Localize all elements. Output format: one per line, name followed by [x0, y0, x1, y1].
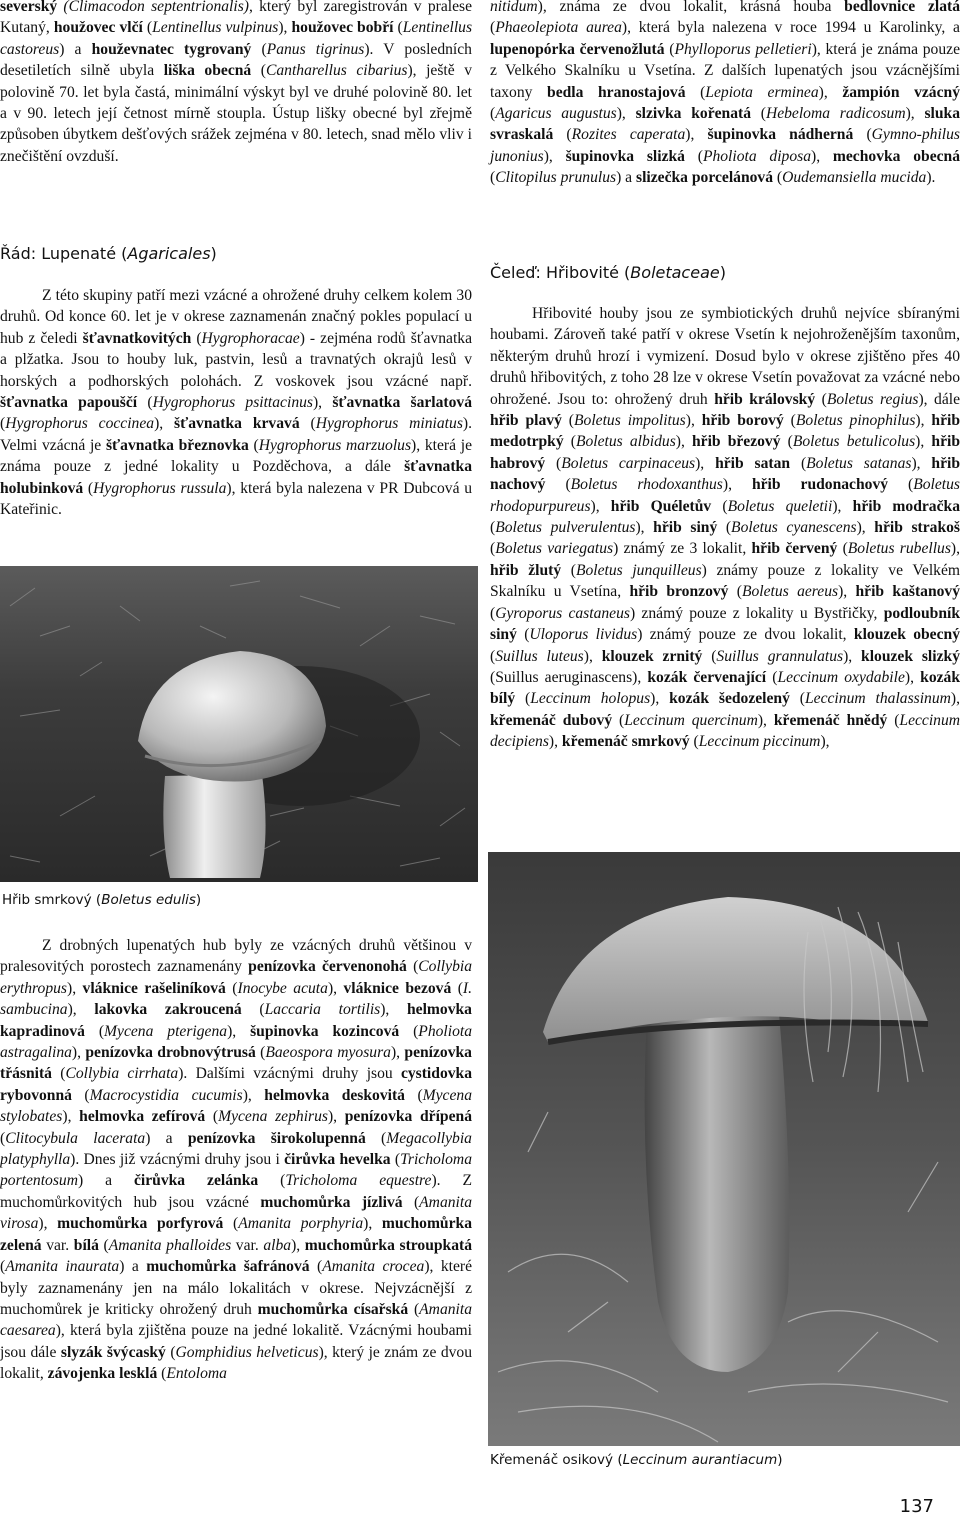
- col1-bottom-text: Z drobných lupenatých hub byly ze vzácných druhů většinou v pralesovitých porostech zaznamenány penízovka červenonohá (Collybia erythropus), vláknice rašeliníková (Inocybe acuta), vláknice bezová (I. sambucina), lakovka zakroucená (Laccaria tortilis), helmovka kapradinová (Mycena pterigena), šupinovka kozincová (Pholiota astragalina), penízovka drobnovýtrusá (Baeospora myosura), penízovka třásnitá (Collybia cirrhata). Dalšími vzácnými druhy jsou cystidovka rybovonná (Macrocystidia cucumis), helmovka deskovitá (Mycena stylobates), helmovka zefírová (Mycena zephirus), penízovka dřípená (Clitocybula lacerata) a penízovka širokolupenná (Megacollybia platyphylla). Dnes již vzácnými druhy jsou i čirůvka hevelka (Tricholoma portentosum) a čirůvka zelánka (Tricholoma equestre). Z muchomůrkovitých hub jsou vzácné muchomůrka jízlivá (Amanita virosa), muchomůrka porfyrová (Amanita porphyria), muchomůrka zelená var. bílá (Amanita phalloides var. alba), muchomůrka stroupkatá (Amanita inaurata) a muchomůrka šafránová (Amanita crocea), které byly zaznamenány jen na málo lokalitách v okrese. Nejvzácnější z muchomůrek je kriticky ohrožený druh muchomůrka císařská (Amanita caesarea), která byla zjištěna pouze na jedné lokalitě. Vzácnými houbami jsou dále slyzák švýcaský (Gomphidius helveticus), který je znám ze dvou lokalit, závojenka lesklá (Entoloma: [0, 937, 473, 1383]
- page-number: 137: [899, 1496, 934, 1517]
- mushroom-photo-2: [488, 852, 960, 1446]
- mushroom-photo-1: [0, 566, 478, 882]
- col1-agaricales-text: Z této skupiny patří mezi vzácné a ohrožené druhy celkem kolem 30 druhů. Od konce 60. let je v okrese zaznamenán značný pokles populací u hub z čeledi šťavnatkovitých (Hygrophoracae) - zejména rodů šťavnatka a plžatka. Jsou to houby luk, pastvin, lesů a travnatých okrajů lesů v horských a podhorských polohách. Z voskovek jsou vzácné např. šťavnatka papouščí (Hygrophorus psittacinus), šťavnatka šarlatová (Hygrophorus coccinea), šťavnatka krvavá (Hygrophorus miniatus). Velmi vzácná je šťavnatka březnovka (Hygrophorus marzuolus), která je známa pouze z jedné lokality u Pozděchova, a dále šťavnatka holubinková (Hygrophorus russula), která byla nalezena v PR Dubcová u Kateřinic.: [0, 287, 473, 519]
- col2-boletaceae-text: Hřibovité houby jsou ze symbiotických druhů nejvíce sbíranými houbami. Zároveň také patří v okrese Vsetín k nejohroženějším taxonům, některým druhů hrozí i vymizení. Dosud bylo v okrese zjištěno přes 40 druhů hřibovitých, z toho 28 lze v okrese Vsetín považovat za vzácné nebo ohrožené. Jsou to: ohrožený druh hřib královský (Boletus regius), dále hřib plavý (Boletus impolitus), hřib borový (Boletus pinophilus), hřib medotrpký (Boletus albidus), hřib březový (Boletus betulicolus), hřib habrový (Boletus carpinaceus), hřib satan (Boletus satanas), hřib nachový (Boletus rhodoxanthus), hřib rudonachový (Boletus rhodopurpureus), hřib Quéletův (Boletus queletii), hřib modračka (Boletus pulverulentus), hřib siný (Boletus cyanescens), hřib strakoš (Boletus variegatus) známý ze 3 lokalit, hřib červený (Boletus rubellus), hřib žlutý (Boletus junquilleus) známy pouze z lokality ve Velkém Skalníku u Vsetína, hřib bronzový (Boletus aereus), hřib kaštanový (Gyroporus castaneus) známý pouze z lokality u Bystřičky, podloubník siný (Uloporus lividus) známý pouze ze dvou lokalit, klouzek obecný (Suillus luteus), klouzek zrnitý (Suillus grannulatus), klouzek slizký (Suillus aeruginascens), kozák červenající (Leccinum oxydabile), kozák bílý (Leccinum holopus), kozák šedozelený (Leccinum thalassinum), křemenáč dubový (Leccinum quercinum), křemenáč hnědý (Leccinum decipiens), křemenáč smrkový (Leccinum piccinum),: [490, 305, 960, 751]
- caption-photo-1: Hřib smrkový (Boletus edulis): [2, 892, 202, 908]
- heading-agaricales: Řád: Lupenaté (Agaricales): [0, 244, 217, 263]
- caption-photo-2: Křemenáč osikový (Leccinum aurantiacum): [490, 1452, 783, 1468]
- photo-boletus-edulis: [0, 566, 478, 882]
- photo-leccinum-aurantiacum: [488, 852, 960, 1446]
- col2-top-text: nitidum), známa ze dvou lokalit, krásná houba bedlovnice zlatá (Phaeolepiota aurea), která byla nalezena v roce 1994 u Karolinky, a lupenopórka červenožlutá (Phylloporus pelletieri), která je známa pouze z Velkého Skalníku u Vsetína. Z dalších lupenatých jsou vzácnějšími taxony bedla hranostajová (Lepiota erminea), žampión vzácný (Agaricus augustus), slzivka kořenatá (Hebeloma radicosum), sluka svraskalá (Rozites caperata), šupinovka nádherná (Gymno-philus junonius), šupinovka slizká (Pholiota diposa), mechovka obecná (Clitopilus prunulus) a slizečka porcelánová (Oudemansiella mucida).: [490, 0, 960, 187]
- heading-boletaceae: Čeleď: Hřibovité (Boletaceae): [490, 263, 726, 282]
- col1-top-text: severský (Climacodon septentrionalis), který byl zaregistrován v pralese Kutaný, houžovec vlčí (Lentinellus vulpinus), houžovec bobří (Lentinellus castoreus) a houževnatec tygrovaný (Panus tigrinus). V posledních desetiletích silně ubyla liška obecná (Cantharellus cibarius), ještě v polovině 70. let byla častá, minimální výskyt byl ve druhé polovině 80. let a v 90. letech její četnost mírně stoupla. Ústup lišky obecné byl zřejmě způsoben úbytkem dešťových srážek zejména v 80. letech, snad mělo vliv i znečištění ovzduší.: [0, 0, 473, 165]
